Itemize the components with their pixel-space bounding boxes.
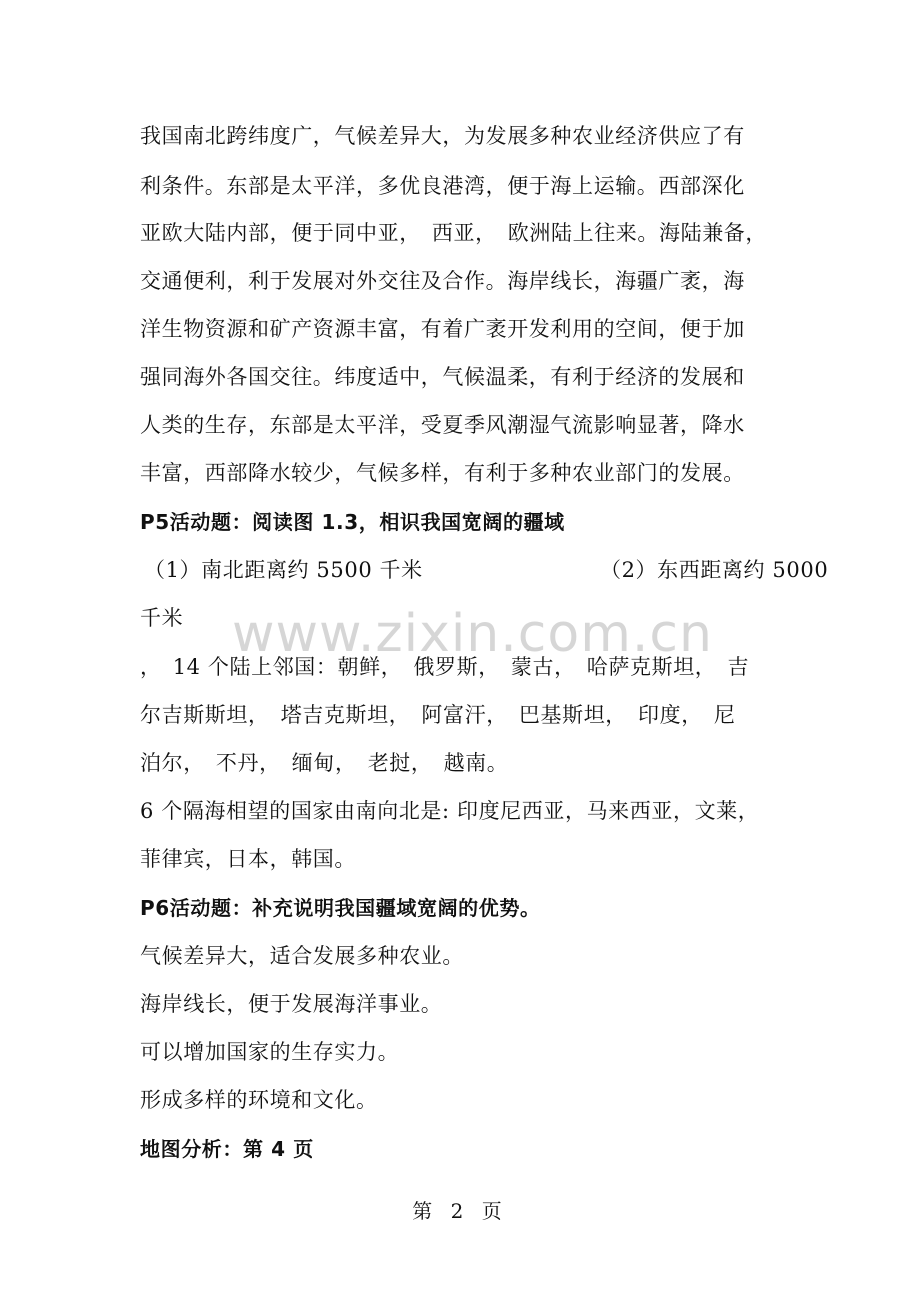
paragraph-line: 交通便利，利于发展对外交往及合作。海岸线长，海疆广袤，海 bbox=[140, 269, 745, 293]
page-number: 第 2 页 bbox=[412, 1199, 508, 1223]
item-2: （2）东西距离约 5000 bbox=[600, 558, 829, 582]
advantage-item: 可以增加国家的生存实力。 bbox=[140, 1040, 400, 1064]
item-1: （1）南北距离约 5500 千米 bbox=[144, 558, 423, 582]
heading-p5: P5活动题：阅读图 1.3，相识我国宽阔的疆域 bbox=[140, 510, 565, 534]
advantage-item: 气候差异大，适合发展多种农业。 bbox=[140, 944, 464, 968]
watermark: www.zixin.com.cn bbox=[232, 604, 713, 664]
paragraph-line: 亚欧大陆内部，便于同中亚， 西亚， 欧洲陆上往来。海陆兼备， bbox=[140, 221, 767, 245]
paragraph-line: 利条件。东部是太平洋，多优良港湾，便于海上运输。西部深化 bbox=[140, 174, 745, 198]
sea-neighbors-line: 菲律宾，日本，韩国。 bbox=[140, 847, 356, 871]
heading-p6: P6活动题：补充说明我国疆域宽阔的优势。 bbox=[140, 896, 541, 920]
item-2-continued: 千米 bbox=[140, 606, 184, 630]
paragraph-line: 丰富，西部降水较少，气候多样，有利于多种农业部门的发展。 bbox=[140, 461, 745, 485]
paragraph-line: 人类的生存，东部是太平洋，受夏季风潮湿气流影响显著，降水 bbox=[140, 413, 745, 437]
paragraph-line: 我国南北跨纬度广，气候差异大，为发展多种农业经济供应了有 bbox=[140, 124, 745, 148]
paragraph-line: 强同海外各国交往。纬度适中，气候温柔，有利于经济的发展和 bbox=[140, 365, 745, 389]
heading-map-analysis: 地图分析：第 4 页 bbox=[140, 1137, 314, 1161]
sea-neighbors-line: 6 个隔海相望的国家由南向北是: 印度尼西亚，马来西亚，文莱， bbox=[140, 799, 760, 823]
neighbors-line: ， 14 个陆上邻国：朝鲜， 俄罗斯， 蒙古， 哈萨克斯坦， 吉 bbox=[140, 655, 750, 679]
advantage-item: 海岸线长，便于发展海洋事业。 bbox=[140, 992, 443, 1016]
advantage-item: 形成多样的环境和文化。 bbox=[140, 1088, 378, 1112]
neighbors-line: 尔吉斯斯坦， 塔吉克斯坦， 阿富汗， 巴基斯坦， 印度， 尼 bbox=[140, 703, 736, 727]
neighbors-line: 泊尔， 不丹， 缅甸， 老挝， 越南。 bbox=[140, 751, 509, 775]
paragraph-line: 洋生物资源和矿产资源丰富，有着广袤开发利用的空间，便于加 bbox=[140, 317, 745, 341]
